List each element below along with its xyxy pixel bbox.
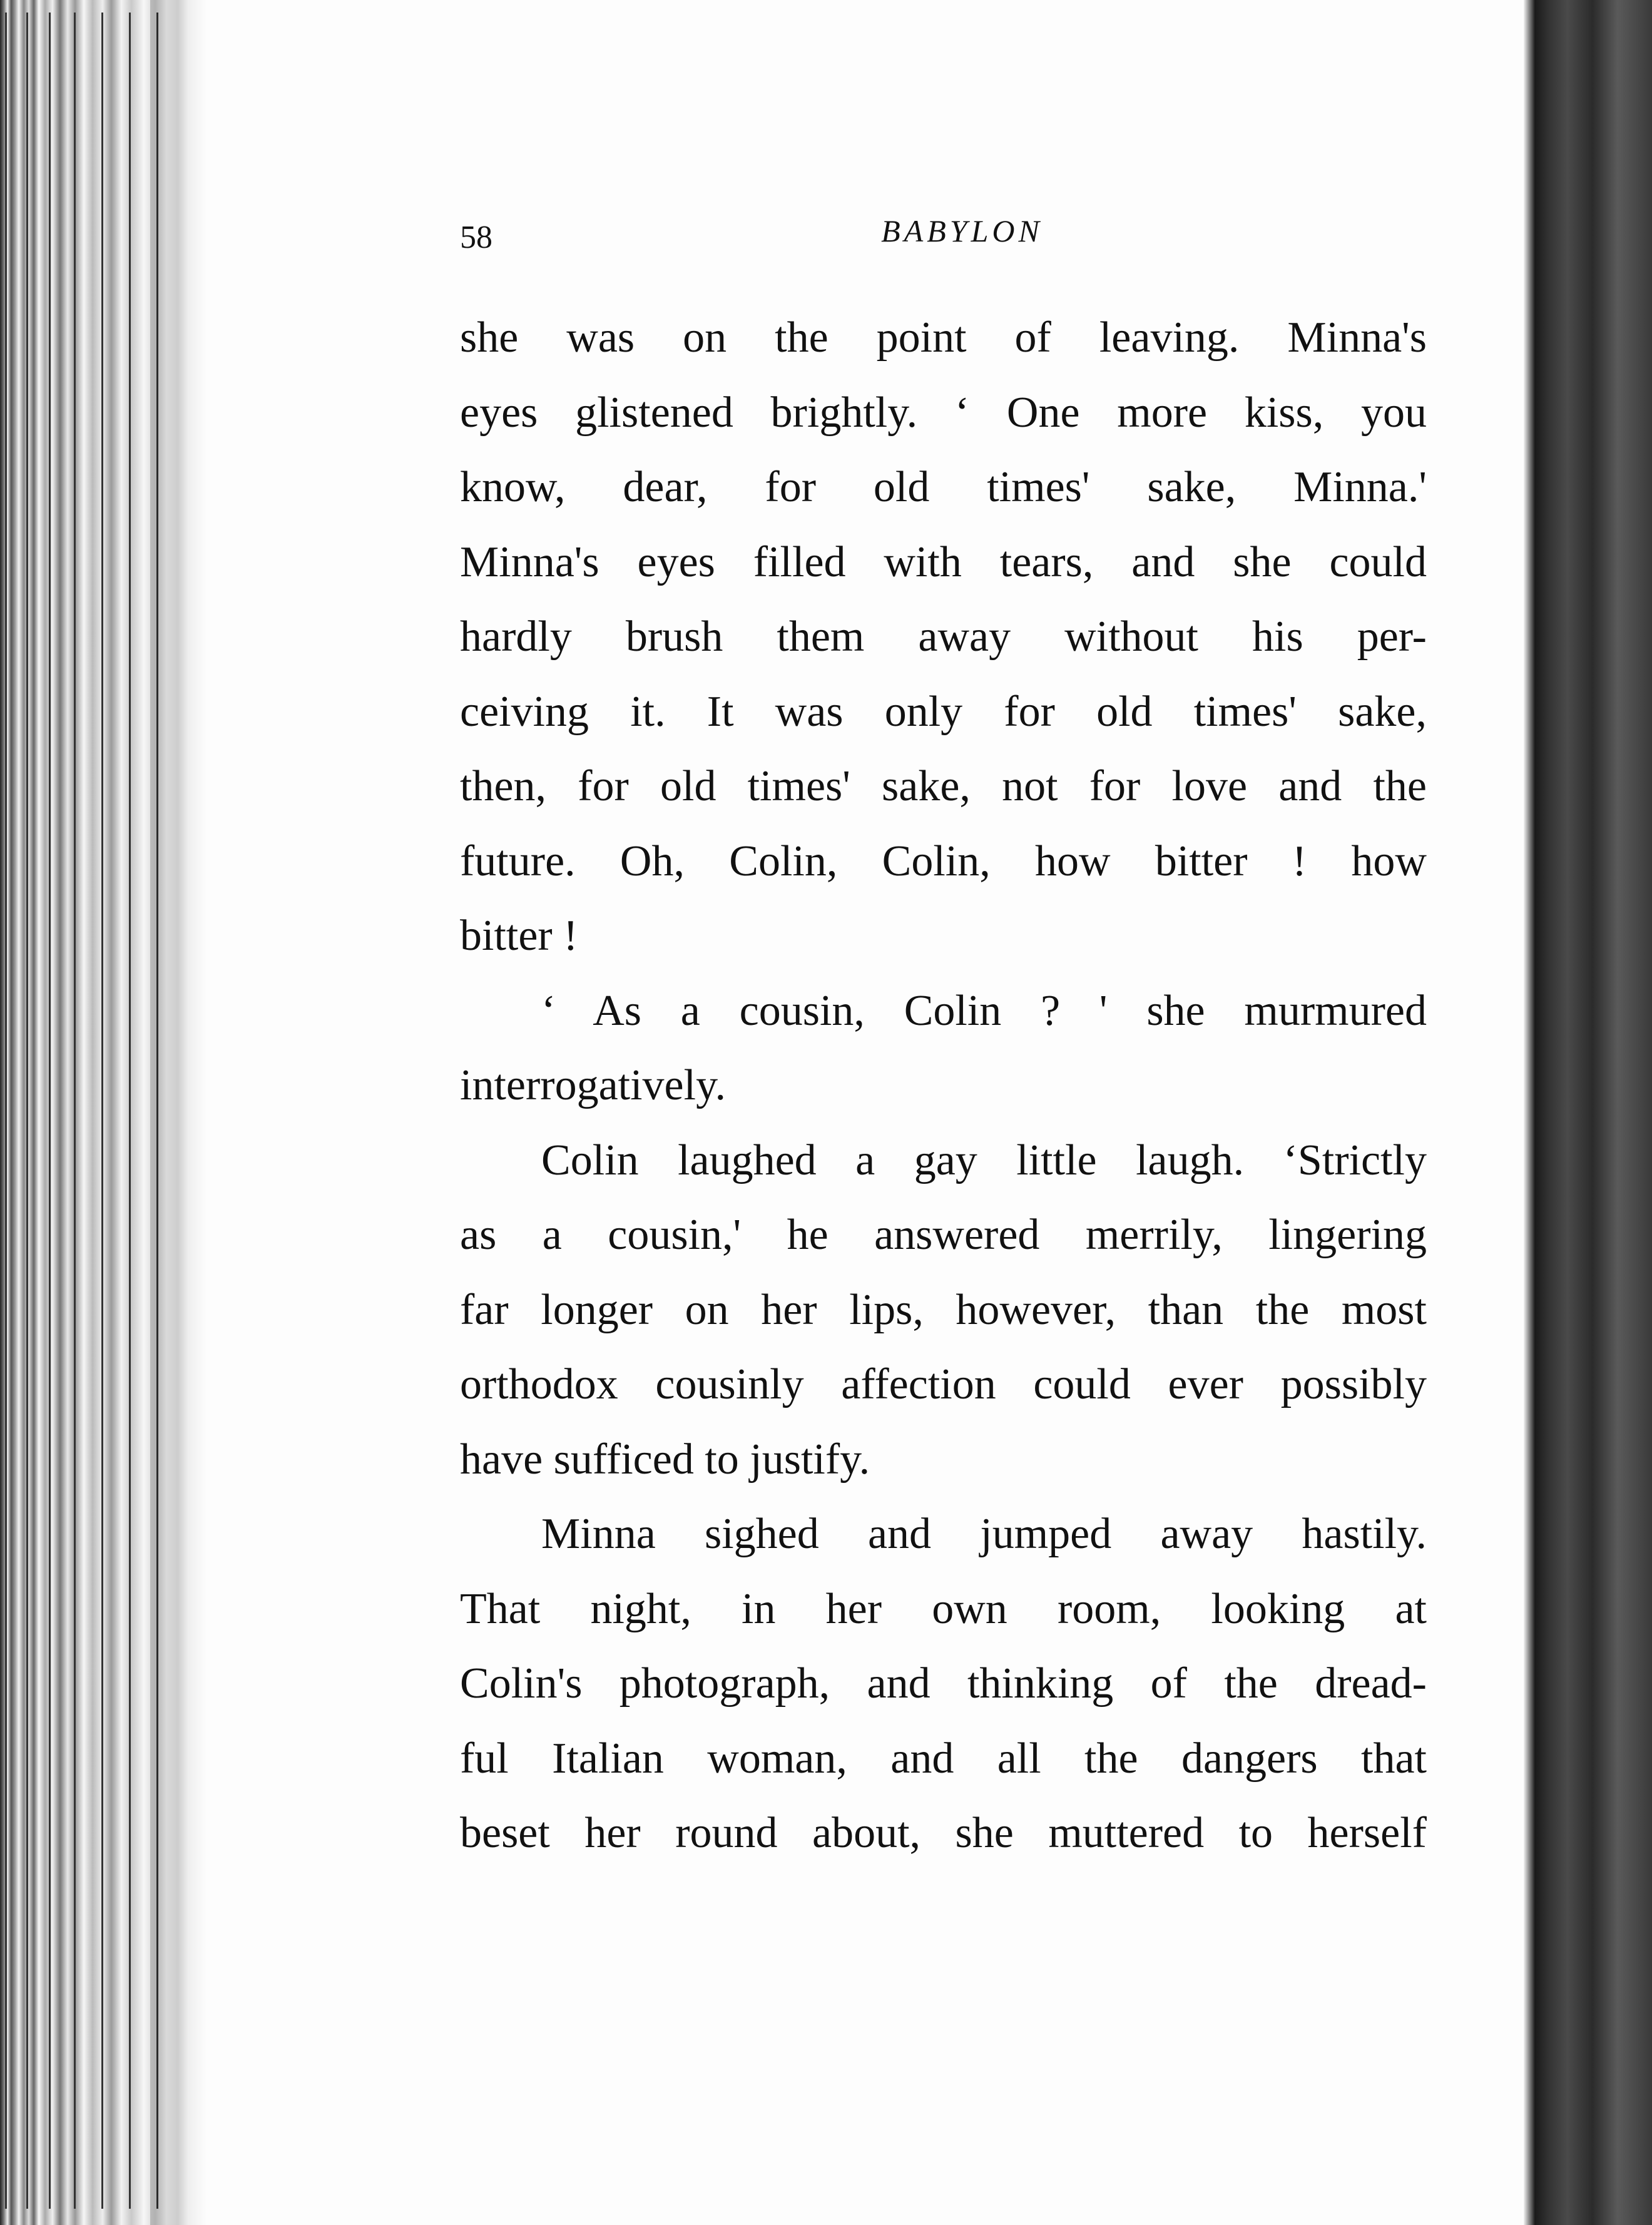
text-line: Colin's photograph, and thinking of the dread- xyxy=(460,1659,1427,1708)
edge-line xyxy=(74,13,76,2209)
text-line: hardly brush them away without his per- xyxy=(460,613,1427,661)
edge-line xyxy=(49,13,51,2209)
text-line: bitter ! xyxy=(460,912,578,960)
edge-line xyxy=(26,13,28,2209)
text-line: Minna sighed and jumped away hastily. xyxy=(541,1510,1427,1558)
edge-line xyxy=(5,13,7,2209)
text-line: ful Italian woman, and all the dangers that xyxy=(460,1734,1427,1783)
text-line: far longer on her lips, however, than the most xyxy=(460,1285,1427,1334)
running-head xyxy=(460,206,1427,263)
running-title: BABYLON xyxy=(881,213,1043,248)
text-line: Minna's eyes filled with tears, and she could xyxy=(460,537,1427,586)
text-line: then, for old times' sake, not for love and the xyxy=(460,762,1427,810)
text-line: future. Oh, Colin, Colin, how bitter ! how xyxy=(460,837,1427,885)
gutter-shadow xyxy=(150,0,206,2225)
text-line: she was on the point of leaving. Minna's xyxy=(460,313,1427,362)
text-line: have sufficed to justify. xyxy=(460,1435,870,1484)
text-line: beset her round about, she muttered to herself xyxy=(460,1809,1427,1857)
text-line: ceiving it. It was only for old times' sake, xyxy=(460,687,1427,736)
body-text xyxy=(460,300,1427,1871)
text-line: orthodox cousinly affection could ever possibly xyxy=(460,1360,1427,1408)
edge-line xyxy=(101,13,103,2209)
page-edge-right xyxy=(1524,0,1652,2225)
edge-line xyxy=(129,13,131,2209)
text-line: know, dear, for old times' sake, Minna.' xyxy=(460,463,1427,511)
book-page xyxy=(460,206,1427,1871)
text-line: ‘ As a cousin, Colin ? ' she murmured xyxy=(541,986,1427,1035)
page-number: 58 xyxy=(460,220,492,255)
text-line: Colin laughed a gay little laugh. ‘Strictly xyxy=(541,1136,1427,1184)
text-line: That night, in her own room, looking at xyxy=(460,1584,1427,1633)
text-line: interrogatively. xyxy=(460,1061,727,1109)
text-line: eyes glistened brightly. ‘ One more kiss, you xyxy=(460,388,1427,437)
text-line: as a cousin,' he answered merrily, lingering xyxy=(460,1211,1427,1259)
